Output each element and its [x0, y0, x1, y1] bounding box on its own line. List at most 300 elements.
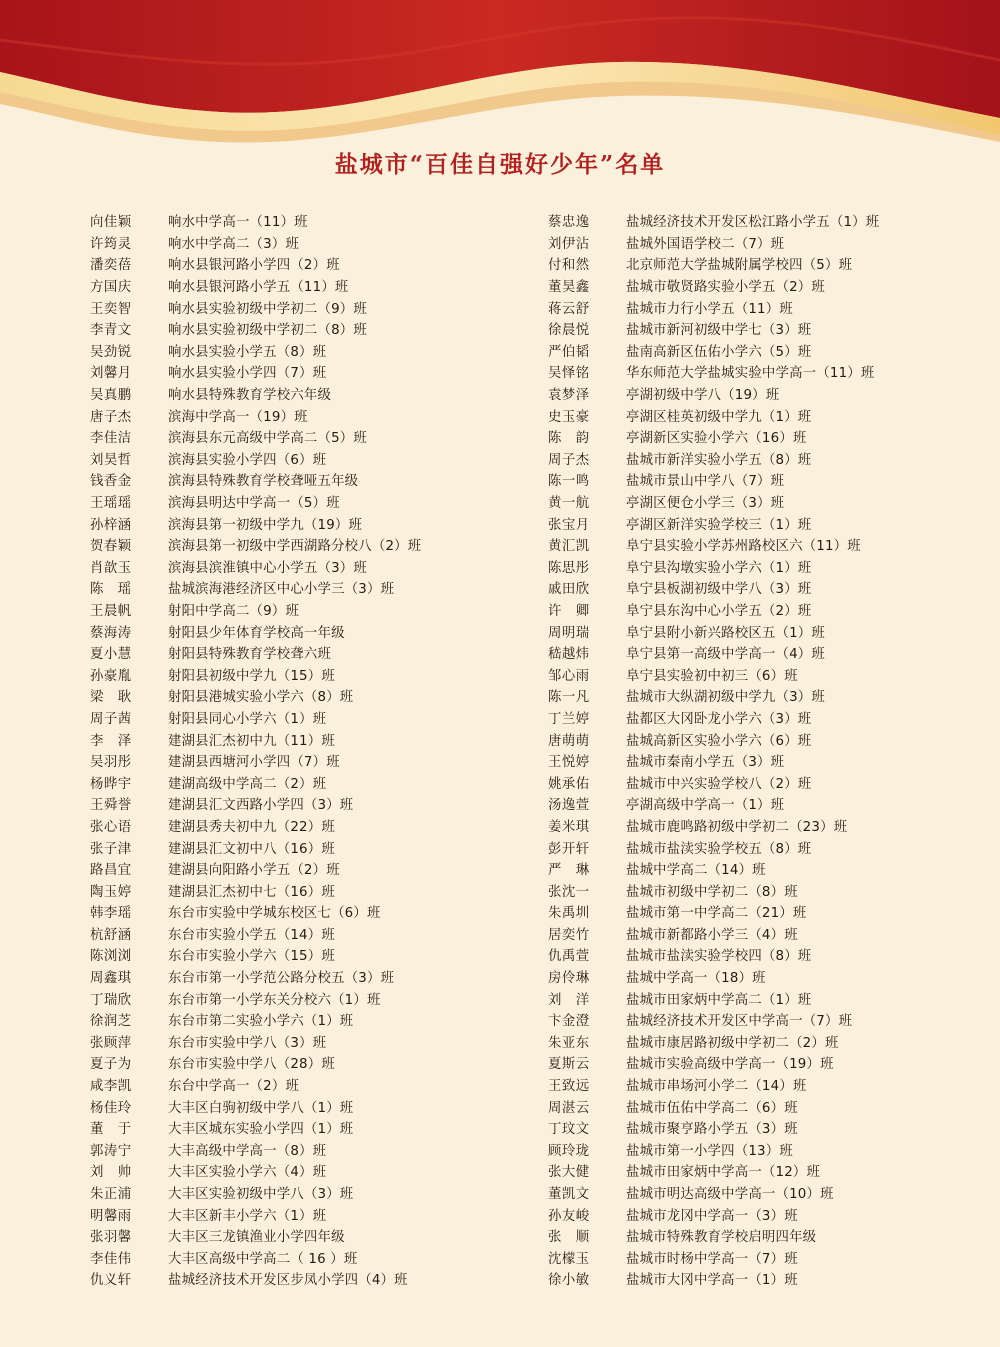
list-item	[90, 534, 421, 556]
list-item	[90, 512, 421, 534]
student-name: 周明瑞	[548, 625, 590, 641]
school-class: 响水县银河路小学四（2）班	[168, 258, 340, 274]
student-name: 张宝月	[548, 517, 590, 533]
student-name: 蔡忠逸	[548, 215, 590, 231]
list-item	[90, 966, 421, 988]
school-class: 建湖县汇杰初中七（16）班	[168, 884, 335, 900]
school-class: 射阳中学高二（9）班	[168, 603, 300, 619]
list-item	[548, 1203, 879, 1225]
school-class: 盐城市鹿鸣路初级中学初二（23）班	[626, 819, 848, 835]
school-class: 盐城滨海港经济区中心小学三（3）班	[168, 582, 395, 598]
school-class: 阜宁县第一高级中学高一（4）班	[626, 647, 825, 663]
list-item	[90, 642, 421, 664]
student-name: 姜米琪	[548, 819, 590, 835]
list-item	[90, 1203, 421, 1225]
student-name: 许 卿	[548, 603, 590, 619]
list-item	[90, 1074, 421, 1096]
list-item	[548, 663, 879, 685]
student-name: 仇义轩	[90, 1273, 132, 1289]
list-item	[90, 361, 421, 383]
student-name: 严 琳	[548, 863, 590, 879]
list-item	[90, 858, 421, 880]
student-name: 陶玉婷	[90, 884, 132, 900]
student-name: 韩李瑶	[90, 906, 132, 922]
list-item	[548, 836, 879, 858]
list-item	[90, 663, 421, 685]
list-item	[90, 1052, 421, 1074]
list-item	[548, 944, 879, 966]
school-class: 阜宁县沟墩实验小学六（1）班	[626, 560, 812, 576]
list-item	[90, 620, 421, 642]
school-class: 大丰区新丰小学六（1）班	[168, 1208, 327, 1224]
school-class: 响水县实验初级中学初二（9）班	[168, 301, 367, 317]
school-class: 盐城市第一小学四（13）班	[626, 1143, 793, 1159]
student-name: 夏小慧	[90, 647, 132, 663]
list-item	[90, 556, 421, 578]
list-item	[90, 404, 421, 426]
school-class: 响水县实验初级中学初二（8）班	[168, 323, 367, 339]
student-name: 彭开轩	[548, 841, 590, 857]
student-name: 徐晨悦	[548, 323, 590, 339]
student-name: 王晨帆	[90, 603, 132, 619]
school-class: 盐城市龙冈中学高一（3）班	[626, 1208, 798, 1224]
student-name: 刘 洋	[548, 992, 590, 1008]
school-class: 盐南高新区伍佑小学六（5）班	[626, 344, 812, 360]
list-item	[548, 620, 879, 642]
school-class: 滨海县滨淮镇中心小学五（3）班	[168, 560, 367, 576]
school-class: 盐城市康居路初级中学初二（2）班	[626, 1035, 839, 1051]
student-name: 李 泽	[90, 733, 132, 749]
school-class: 盐城市实验高级中学高一（19）班	[626, 1057, 834, 1073]
list-item	[548, 404, 879, 426]
school-class: 滨海县特殊教育学校聋哑五年级	[168, 474, 359, 490]
student-name: 蒋云舒	[548, 301, 590, 317]
school-class: 阜宁县东沟中心小学五（2）班	[626, 603, 812, 619]
school-class: 东台市实验中学八（28）班	[168, 1057, 335, 1073]
school-class: 盐城市秦南小学五（3）班	[626, 755, 785, 771]
list-item	[548, 1074, 879, 1096]
school-class: 华东师范大学盐城实验中学高一（11）班	[626, 366, 875, 382]
student-name: 孙梓涵	[90, 517, 132, 533]
list-item	[90, 771, 421, 793]
list-item	[90, 815, 421, 837]
school-class: 盐城市特殊教育学校启明四年级	[626, 1230, 817, 1246]
student-name: 许筠灵	[90, 236, 132, 252]
student-name: 朱亚东	[548, 1035, 590, 1051]
student-name: 史玉豪	[548, 409, 590, 425]
student-name: 董 于	[90, 1122, 132, 1138]
student-name: 居奕竹	[548, 927, 590, 943]
school-class: 东台市实验小学五（14）班	[168, 927, 335, 943]
student-name: 董昊鑫	[548, 280, 590, 296]
school-class: 射阳县少年体育学校高一年级	[168, 625, 345, 641]
student-name: 王舜誉	[90, 798, 132, 814]
student-name: 陈 韵	[548, 431, 590, 447]
list-item	[90, 448, 421, 470]
student-name: 张顾萍	[90, 1035, 132, 1051]
school-class: 盐城市大冈中学高一（1）班	[626, 1273, 798, 1289]
student-name: 张沈一	[548, 884, 590, 900]
student-name: 周子茜	[90, 711, 132, 727]
school-class: 盐城市时杨中学高一（7）班	[626, 1251, 798, 1267]
school-class: 阜宁县板湖初级中学八（3）班	[626, 582, 812, 598]
student-name: 黄一航	[548, 496, 590, 512]
list-item	[548, 469, 879, 491]
list-item	[90, 1009, 421, 1031]
student-name: 李佳洁	[90, 431, 132, 447]
student-name: 张 顺	[548, 1230, 590, 1246]
student-name: 刘馨月	[90, 366, 132, 382]
list-item	[548, 923, 879, 945]
student-name: 汤逸萱	[548, 798, 590, 814]
list-item	[548, 879, 879, 901]
school-class: 盐城市大纵湖初级中学九（3）班	[626, 690, 825, 706]
student-name: 王悦婷	[548, 755, 590, 771]
student-name: 贺春颖	[90, 539, 132, 555]
list-item	[548, 318, 879, 340]
student-name: 周湛云	[548, 1100, 590, 1116]
list-item	[90, 1031, 421, 1053]
school-class: 盐都区大冈卧龙小学六（3）班	[626, 711, 812, 727]
list-item	[90, 1095, 421, 1117]
student-name: 姚承佑	[548, 776, 590, 792]
list-item	[548, 987, 879, 1009]
school-class: 滨海县第一初级中学西湖路分校八（2）班	[168, 539, 422, 555]
student-name: 向佳颖	[90, 215, 132, 231]
list-item	[90, 728, 421, 750]
school-class: 射阳县特殊教育学校聋六班	[168, 647, 332, 663]
list-item	[548, 1139, 879, 1161]
list-item	[90, 944, 421, 966]
list-item	[90, 253, 421, 275]
list-item	[90, 1139, 421, 1161]
decorative-banner	[0, 0, 1000, 170]
student-name: 付和然	[548, 258, 590, 274]
list-item	[548, 491, 879, 513]
school-class: 建湖县西塘河小学四（7）班	[168, 755, 340, 771]
student-name: 王瑶瑶	[90, 496, 132, 512]
student-name: 刘伊沾	[548, 236, 590, 252]
student-name: 仇禹萱	[548, 949, 590, 965]
school-class: 盐城市景山中学八（7）班	[626, 474, 785, 490]
student-name: 吴劲锐	[90, 344, 132, 360]
student-name: 卞金澄	[548, 1014, 590, 1030]
student-name: 吴真鹏	[90, 388, 132, 404]
list-item	[548, 901, 879, 923]
school-class: 亭湖新区实验小学六（16）班	[626, 431, 807, 447]
student-name: 袁梦泽	[548, 388, 590, 404]
student-name: 陈思彤	[548, 560, 590, 576]
student-name: 顾玲珑	[548, 1143, 590, 1159]
student-name: 潘奕蓓	[90, 258, 132, 274]
school-class: 东台市第一小学东关分校六（1）班	[168, 992, 381, 1008]
list-item	[90, 210, 421, 232]
list-item	[90, 750, 421, 772]
student-name: 刘 帅	[90, 1165, 132, 1181]
school-class: 盐城市盐渎实验学校五（8）班	[626, 841, 812, 857]
school-class: 亭湖区新洋实验学校三（1）班	[626, 517, 812, 533]
student-name: 张羽馨	[90, 1230, 132, 1246]
student-name: 周子杰	[548, 452, 590, 468]
school-class: 亭湖高级中学高一（1）班	[626, 798, 785, 814]
student-name: 沈檬玉	[548, 1251, 590, 1267]
list-item	[548, 858, 879, 880]
list-item	[548, 1117, 879, 1139]
school-class: 盐城市伍佑中学高二（6）班	[626, 1100, 798, 1116]
school-class: 盐城中学高一（18）班	[626, 971, 766, 987]
school-class: 大丰区三龙镇渔业小学四年级	[168, 1230, 345, 1246]
list-item	[90, 275, 421, 297]
school-class: 亭湖初级中学八（19）班	[626, 388, 780, 404]
student-name: 李青文	[90, 323, 132, 339]
student-name: 张子津	[90, 841, 132, 857]
list-item	[548, 1225, 879, 1247]
school-class: 盐城中学高二（14）班	[626, 863, 766, 879]
list-item	[90, 1182, 421, 1204]
student-name: 方国庆	[90, 280, 132, 296]
list-item	[90, 1225, 421, 1247]
school-class: 响水县特殊教育学校六年级	[168, 388, 332, 404]
list-item	[548, 966, 879, 988]
school-class: 东台市第二实验小学六（1）班	[168, 1014, 354, 1030]
student-name: 杨佳玲	[90, 1100, 132, 1116]
list-item	[548, 296, 879, 318]
student-name: 吴羽彤	[90, 755, 132, 771]
student-name: 严伯韬	[548, 344, 590, 360]
list-item	[90, 318, 421, 340]
student-name: 夏子为	[90, 1057, 132, 1073]
student-name: 郭涛宁	[90, 1143, 132, 1159]
school-class: 大丰区白驹初级中学八（1）班	[168, 1100, 354, 1116]
student-name: 陈一鸣	[548, 474, 590, 490]
school-class: 响水县实验小学五（8）班	[168, 344, 327, 360]
school-class: 滨海县第一初级中学九（19）班	[168, 517, 363, 533]
student-name: 徐小敏	[548, 1273, 590, 1289]
list-item	[548, 426, 879, 448]
student-name: 戚田欣	[548, 582, 590, 598]
list-item	[90, 491, 421, 513]
school-class: 东台市实验中学八（3）班	[168, 1035, 327, 1051]
student-name: 朱禹圳	[548, 906, 590, 922]
student-name: 房伶琳	[548, 971, 590, 987]
list-item	[548, 448, 879, 470]
school-class: 盐城经济技术开发区中学高一（7）班	[626, 1014, 853, 1030]
school-class: 盐城市串场河小学二（14）班	[626, 1079, 807, 1095]
student-name: 陈浏浏	[90, 949, 132, 965]
school-class: 大丰区实验小学六（4）班	[168, 1165, 327, 1181]
list-item	[548, 340, 879, 362]
list-item	[548, 815, 879, 837]
school-class: 响水中学高一（11）班	[168, 215, 308, 231]
student-name: 邹心雨	[548, 668, 590, 684]
school-class: 响水县实验小学四（7）班	[168, 366, 327, 382]
list-item	[548, 275, 879, 297]
list-item	[548, 685, 879, 707]
school-class: 盐城市聚亨路小学五（3）班	[626, 1122, 798, 1138]
list-item	[548, 1052, 879, 1074]
list-item	[548, 599, 879, 621]
student-name: 李佳伟	[90, 1251, 132, 1267]
list-item	[548, 1031, 879, 1053]
list-item	[90, 340, 421, 362]
student-name: 明馨雨	[90, 1208, 132, 1224]
school-class: 建湖高级中学高二（2）班	[168, 776, 327, 792]
school-class: 建湖县向阳路小学五（2）班	[168, 863, 340, 879]
school-class: 亭湖区便仓小学三（3）班	[626, 496, 785, 512]
student-name: 梁 耿	[90, 690, 132, 706]
school-class: 滨海县东元高级中学高二（5）班	[168, 431, 367, 447]
school-class: 盐城市力行小学五（11）班	[626, 301, 793, 317]
student-name: 钱香金	[90, 474, 132, 490]
student-name: 董凯文	[548, 1187, 590, 1203]
school-class: 盐城市田家炳中学高二（1）班	[626, 992, 812, 1008]
school-class: 盐城外国语学校二（7）班	[626, 236, 785, 252]
school-class: 大丰高级中学高一（8）班	[168, 1143, 327, 1159]
student-name: 徐润芝	[90, 1014, 132, 1030]
school-class: 亭湖区桂英初级中学九（1）班	[626, 409, 812, 425]
list-item	[90, 426, 421, 448]
list-item	[90, 577, 421, 599]
list-item	[90, 793, 421, 815]
right-name-list	[548, 210, 879, 1290]
school-class: 建湖县汇文西路小学四（3）班	[168, 798, 354, 814]
student-name: 丁玟文	[548, 1122, 590, 1138]
school-class: 东台市第一小学范公路分校五（3）班	[168, 971, 395, 987]
page-title: 盐城市“百佳自强好少年”名单	[334, 151, 666, 178]
student-name: 蔡海涛	[90, 625, 132, 641]
student-name: 刘昊哲	[90, 452, 132, 468]
list-item	[548, 577, 879, 599]
list-item	[90, 469, 421, 491]
student-name: 张大健	[548, 1165, 590, 1181]
school-class: 大丰区实验初级中学八（3）班	[168, 1187, 354, 1203]
list-item	[90, 923, 421, 945]
list-item	[90, 1117, 421, 1139]
list-item	[90, 383, 421, 405]
student-name: 唐子杰	[90, 409, 132, 425]
list-item	[90, 685, 421, 707]
student-name: 夏斯云	[548, 1057, 590, 1073]
school-class: 盐城经济技术开发区步凤小学四（4）班	[168, 1273, 408, 1289]
student-name: 陈一凡	[548, 690, 590, 706]
school-class: 盐城市盐渎实验学校四（8）班	[626, 949, 812, 965]
list-item	[90, 707, 421, 729]
school-class: 大丰区高级中学高二（ 16 ）班	[168, 1251, 358, 1267]
list-item	[90, 836, 421, 858]
student-name: 吴怿铭	[548, 366, 590, 382]
list-item	[548, 707, 879, 729]
student-name: 肖歆玉	[90, 560, 132, 576]
student-name: 丁兰婷	[548, 711, 590, 727]
school-class: 东台市实验小学六（15）班	[168, 949, 335, 965]
list-item	[90, 879, 421, 901]
student-name: 王奕智	[90, 301, 132, 317]
list-item	[548, 771, 879, 793]
list-item	[548, 1095, 879, 1117]
list-item	[90, 1160, 421, 1182]
school-class: 盐城市敬贤路实验小学五（2）班	[626, 280, 825, 296]
student-name: 朱正浦	[90, 1187, 132, 1203]
student-name: 咸李凯	[90, 1079, 132, 1095]
school-class: 响水县银河路小学五（11）班	[168, 280, 349, 296]
student-name: 唐萌萌	[548, 733, 590, 749]
list-item	[548, 512, 879, 534]
school-class: 滨海县实验小学四（6）班	[168, 452, 327, 468]
list-item	[548, 210, 879, 232]
school-class: 大丰区城东实验小学四（1）班	[168, 1122, 354, 1138]
school-class: 盐城市中兴实验学校八（2）班	[626, 776, 812, 792]
school-class: 盐城市第一中学高二（21）班	[626, 906, 807, 922]
list-item	[548, 1268, 879, 1290]
student-name: 杭舒涵	[90, 927, 132, 943]
school-class: 射阳县同心小学六（1）班	[168, 711, 327, 727]
list-item	[548, 383, 879, 405]
school-class: 盐城市新河初级中学七（3）班	[626, 323, 812, 339]
school-class: 建湖县秀夫初中九（22）班	[168, 819, 335, 835]
school-class: 盐城高新区实验小学六（6）班	[626, 733, 812, 749]
list-item	[548, 1247, 879, 1269]
school-class: 建湖县汇文初中八（16）班	[168, 841, 335, 857]
school-class: 射阳县港城实验小学六（8）班	[168, 690, 354, 706]
list-item	[90, 987, 421, 1009]
list-item	[90, 1247, 421, 1269]
school-class: 盐城经济技术开发区松江路小学五（1）班	[626, 215, 880, 231]
list-item	[548, 1160, 879, 1182]
list-item	[90, 901, 421, 923]
left-name-list	[90, 210, 421, 1290]
student-name: 周鑫琪	[90, 971, 132, 987]
student-name: 孙豪胤	[90, 668, 132, 684]
student-name: 黄汇凯	[548, 539, 590, 555]
school-class: 北京师范大学盐城附属学校四（5）班	[626, 258, 853, 274]
school-class: 盐城市初级中学初二（8）班	[626, 884, 798, 900]
school-class: 射阳县初级中学九（15）班	[168, 668, 335, 684]
school-class: 盐城市新都路小学三（4）班	[626, 927, 798, 943]
student-name: 陈 瑶	[90, 582, 132, 598]
list-item	[548, 534, 879, 556]
list-item	[548, 793, 879, 815]
student-name: 杨晔宇	[90, 776, 132, 792]
school-class: 东台中学高一（2）班	[168, 1079, 300, 1095]
list-item	[548, 1009, 879, 1031]
school-class: 盐城市新洋实验小学五（8）班	[626, 452, 812, 468]
student-name: 张心语	[90, 819, 132, 835]
student-name: 嵇越炜	[548, 647, 590, 663]
school-class: 阜宁县附小新兴路校区五（1）班	[626, 625, 825, 641]
list-item	[90, 232, 421, 254]
list-item	[548, 253, 879, 275]
student-name: 路昌宜	[90, 863, 132, 879]
school-class: 阜宁县实验初中初三（6）班	[626, 668, 798, 684]
list-item	[548, 1182, 879, 1204]
list-item	[90, 599, 421, 621]
list-item	[548, 361, 879, 383]
list-item	[548, 556, 879, 578]
list-item	[548, 642, 879, 664]
school-class: 滨海中学高一（19）班	[168, 409, 308, 425]
list-item	[90, 296, 421, 318]
school-class: 建湖县汇杰初中九（11）班	[168, 733, 335, 749]
student-name: 丁瑞欣	[90, 992, 132, 1008]
school-class: 响水中学高二（3）班	[168, 236, 300, 252]
school-class: 盐城市田家炳中学高一（12）班	[626, 1165, 821, 1181]
list-item	[548, 750, 879, 772]
school-class: 阜宁县实验小学苏州路校区六（11）班	[626, 539, 861, 555]
school-class: 滨海县明达中学高一（5）班	[168, 496, 340, 512]
list-item	[548, 728, 879, 750]
student-name: 孙友峻	[548, 1208, 590, 1224]
school-class: 盐城市明达高级中学高一（10）班	[626, 1187, 834, 1203]
